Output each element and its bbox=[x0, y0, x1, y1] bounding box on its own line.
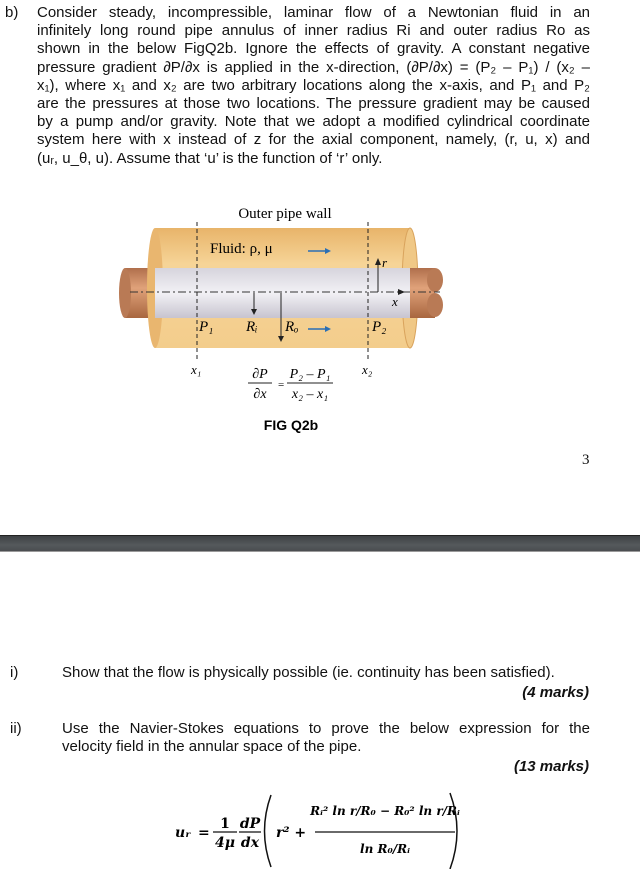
p1-label: P₁ bbox=[199, 319, 214, 335]
pressure-gradient-equation bbox=[248, 367, 333, 402]
eq-r2: r² + bbox=[276, 825, 307, 841]
paragraph-line: x₁), where x₁ and x₂ are two arbitrary locations along the x-axis, and P₁ and P₂ bbox=[37, 76, 590, 94]
question-i-label: i) bbox=[10, 664, 19, 681]
inner-rod-end-right bbox=[427, 268, 443, 292]
eq-equals: = bbox=[278, 379, 285, 391]
x2-label: x₂ bbox=[362, 362, 373, 377]
inner-rod-end-right-lower bbox=[427, 293, 443, 317]
paragraph-line: by a pump and/or gravity. Note that we adopt a modified cylindrical coordinate bbox=[37, 113, 590, 131]
eq-numerator: Rᵢ² ln r/R₀ − R₀² ln r/Rᵢ bbox=[310, 804, 460, 818]
question-ii-line: Use the Navier-Stokes equations to prove the below expression for the bbox=[62, 720, 590, 737]
r-axis-label: r bbox=[382, 255, 388, 270]
eq-lhs-num: ∂P bbox=[252, 367, 268, 382]
left-paren bbox=[265, 795, 272, 867]
fluid-label: Fluid: ρ, μ bbox=[210, 241, 273, 257]
question-ii-label: ii) bbox=[10, 720, 22, 737]
page-separator bbox=[0, 535, 640, 552]
figure-q2b bbox=[0, 190, 640, 450]
figure-caption: FIG Q2b bbox=[263, 417, 319, 433]
x-axis-label: x bbox=[392, 294, 398, 309]
paragraph-line: (uᵣ, u_θ, u). Assume that ‘u’ is the function of ‘r’ only. bbox=[37, 149, 383, 167]
ro-label: Rₒ bbox=[285, 319, 299, 335]
p2-label: P₂ bbox=[372, 319, 387, 335]
eq-lhs-den: ∂x bbox=[253, 387, 267, 402]
eq-rhs-den: x₂ – x₁ bbox=[291, 387, 329, 402]
question-b-label: b) bbox=[5, 4, 19, 21]
eq-equals: = bbox=[198, 825, 210, 841]
eq-denominator: ln R₀/Rᵢ bbox=[360, 842, 410, 856]
question-ii-marks: (13 marks) bbox=[513, 758, 589, 775]
eq-lhs: uᵣ bbox=[175, 825, 191, 841]
page-number: 3 bbox=[582, 452, 590, 468]
paragraph-line: shown in the below FigQ2b. Ignore the effects of gravity. A constant negative bbox=[37, 40, 590, 58]
paragraph-line: Consider steady, incompressible, laminar flow of a Newtonian fluid in an bbox=[37, 4, 590, 21]
x1-label: x₁ bbox=[191, 362, 202, 377]
outer-wall-label: Outer pipe wall bbox=[238, 206, 332, 222]
question-i-marks: (4 marks) bbox=[522, 684, 589, 701]
paragraph-line: infinitely long round pipe annulus of inner radius Ri and outer radius Ro as bbox=[37, 22, 590, 40]
eq-coef-den: 4μ bbox=[215, 835, 235, 851]
paragraph-line: pressure gradient ∂P/∂x is applied in the x-direction, (∂P/∂x) = (P₂ – P₁) / (x₂ – bbox=[37, 58, 590, 76]
paragraph-line: system here with x instead of z for the axial component, namely, (r, u, x) and bbox=[37, 131, 590, 149]
velocity-equation bbox=[150, 785, 480, 869]
eq-grad-num: dP bbox=[239, 816, 261, 832]
eq-grad-den: dx bbox=[240, 835, 260, 851]
ri-label: Rᵢ bbox=[246, 319, 258, 335]
paragraph-line: are the pressures at those two locations. The pressure gradient may be caused bbox=[37, 95, 590, 112]
eq-coef-num: 1 bbox=[220, 816, 230, 832]
inner-rod-end-left bbox=[119, 268, 131, 318]
question-i-text: Show that the flow is physically possible (ie. continuity has been satisfied). bbox=[62, 664, 555, 681]
question-ii-line: velocity field in the annular space of the pipe. bbox=[62, 738, 362, 755]
eq-rhs-num: P₂ – P₁ bbox=[289, 367, 331, 382]
